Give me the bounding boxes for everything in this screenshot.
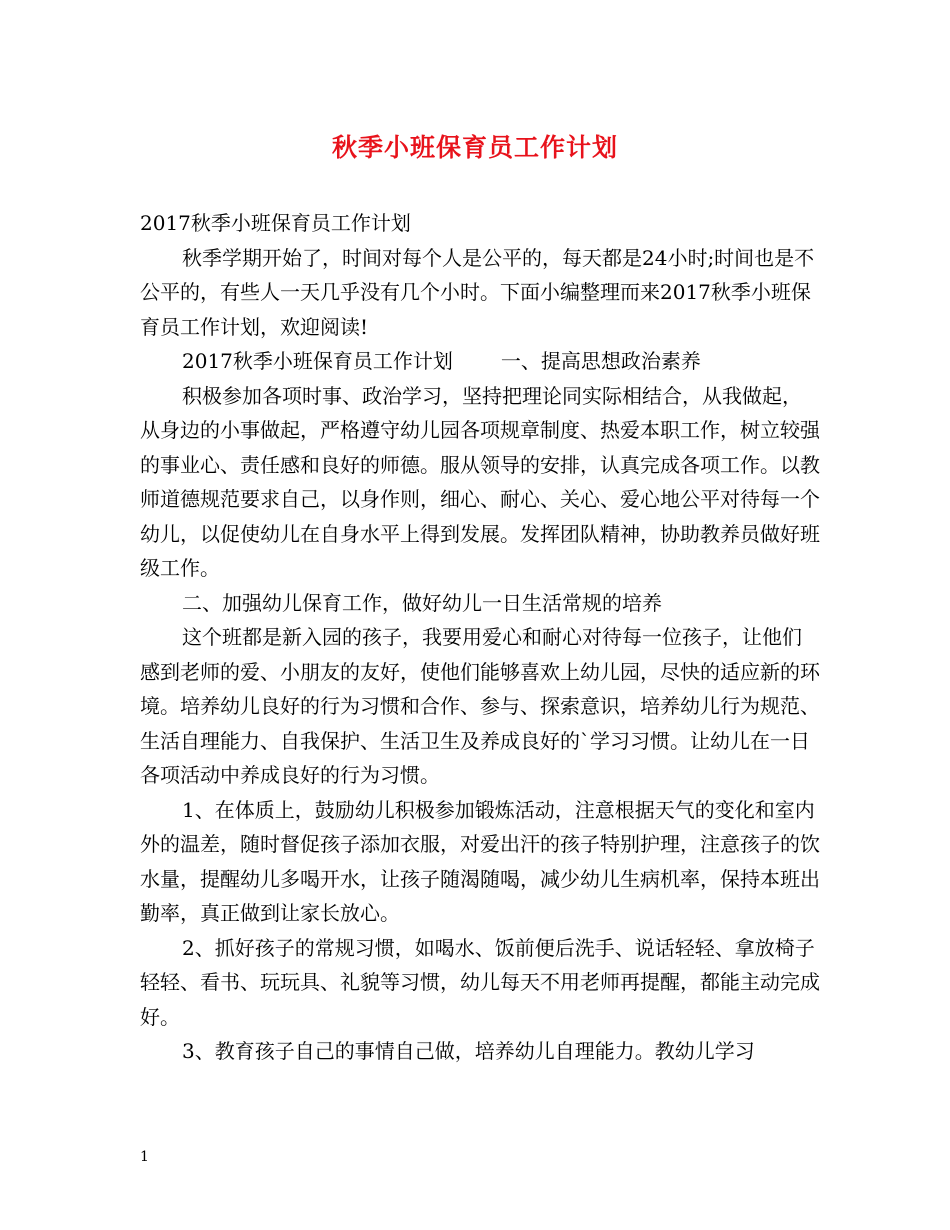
subtitle-line: 2017秋季小班保育员工作计划 (140, 211, 411, 235)
document-body (140, 206, 820, 1069)
section-heading-1: 一、提高思想政治素养 (500, 349, 701, 373)
list-item-1: 1、在体质上，鼓励幼儿积极参加锻炼活动，注意根据天气的变化和室内外的温差，随时督促孩子添加衣服，对爱出汗的孩子特别护理，注意孩子的饮水量，提醒幼儿多喝开水，让孩子随渴随喝，减少幼儿生病机率，保持本班出勤率，真正做到让家长放心。 (140, 797, 820, 925)
document-title: 秋季小班保育员工作计划 (331, 133, 618, 162)
page-number: 1 (140, 1149, 149, 1165)
inline-plan-title: 2017秋季小班保育员工作计划 (182, 349, 453, 373)
heading-line-1 (140, 344, 820, 379)
intro-paragraph: 秋季学期开始了，时间对每个人是公平的，每天都是24小时;时间也是不公平的，有些人一天几乎没有几个小时。下面小编整理而来2017秋季小班保育员工作计划，欢迎阅读! (140, 245, 815, 339)
list-item-2: 2、抓好孩子的常规习惯，如喝水、饭前便后洗手、说话轻轻、拿放椅子轻轻、看书、玩玩具、礼貌等习惯，幼儿每天不用老师再提醒，都能主动完成好。 (140, 935, 820, 1029)
section-1-paragraph: 积极参加各项时事、政治学习，坚持把理论同实际相结合，从我做起，从身边的小事做起，严格遵守幼儿园各项规章制度、热爱本职工作，树立较强的事业心、责任感和良好的师德。服从领导的安排，认真完成各项工作。以教师道德规范要求自己，以身作则，细心、耐心、关心、爱心地公平对待每一个幼儿，以促使幼儿在自身水平上得到发展。发挥团队精神，协助教养员做好班级工作。 (140, 383, 820, 580)
section-heading-2: 二、加强幼儿保育工作，做好幼儿一日生活常规的培养 (182, 590, 662, 615)
section-2-paragraph: 这个班都是新入园的孩子，我要用爱心和耐心对待每一位孩子，让他们感到老师的爱、小朋友的友好，使他们能够喜欢上幼儿园，尽快的适应新的环境。培养幼儿良好的行为习惯和合作、参与、探索意识，培养幼儿行为规范、生活自理能力、自我保护、生活卫生及养成良好的`学习习惯。让幼儿在一日各项活动中养成良好的行为习惯。 (140, 625, 820, 787)
list-item-3: 3、教育孩子自己的事情自己做，培养幼儿自理能力。教幼儿学习 (182, 1039, 755, 1063)
